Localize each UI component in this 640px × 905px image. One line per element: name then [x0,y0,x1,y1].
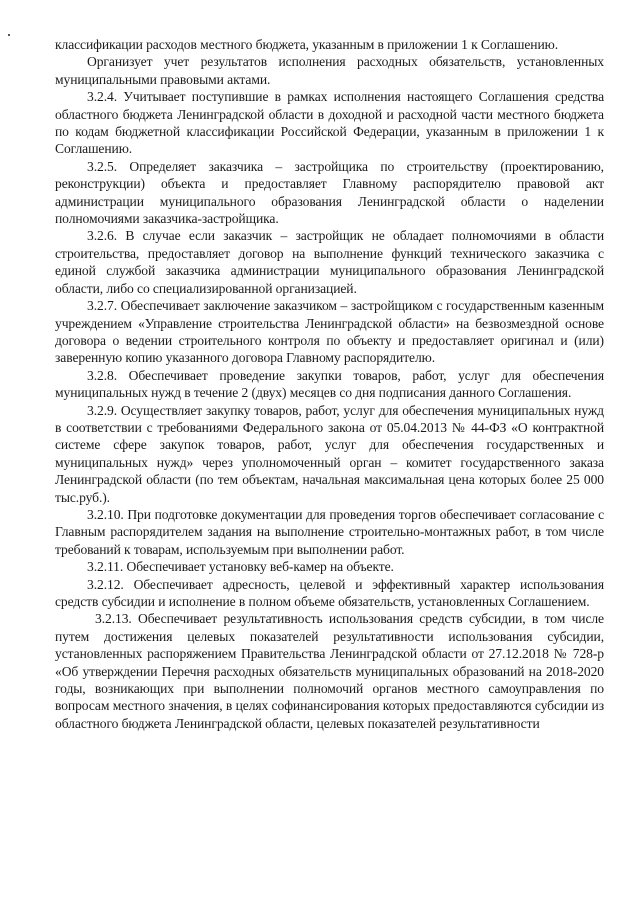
paragraph-3-2-11: 3.2.11. Обеспечивает установку веб-камер на объекте. [87,559,394,575]
scan-speck [8,34,10,36]
document-page [55,36,604,732]
paragraph-3-2-9: 3.2.9. Осуществляет закупку товаров, работ, услуг для обеспечения муниципальных нужд в соответствии с требованиями Федерального закона от 05.04.2013 № 44-ФЗ «О контрактной системе сфере закупок товаров, работ, услуг для обеспечения государственных и муниципальных нужд» через уполномоченный орган – комитет государственного заказа Ленинградской области (по тем объектам, начальная максимальная цена которых более 25 000 тыс.руб.). [55,402,604,505]
paragraph-continuation: классификации расходов местного бюджета, указанным в приложении 1 к Соглашению. [55,37,558,52]
paragraph-3-2-10: 3.2.10. При подготовке документации для проведения торгов обеспечивает согласование с Главным распорядителем задания на выполнение строительно-монтажных работ, в том числе требований к товарам, используемым при выполнении работ. [55,506,604,557]
paragraph-3-2-12: 3.2.12. Обеспечивает адресность, целевой и эффективный характер использования средств субсидии и исполнение в полном объеме обязательств, установленных Соглашением. [55,576,604,609]
paragraph-3-2-5: 3.2.5. Определяет заказчика – застройщика по строительству (проектированию, реконструкции) объекта и предоставляет Главному распорядителю правовой акт администрации муниципального образования Ленинградской области о наделении полномочиями заказчика-застройщика. [55,158,604,227]
paragraph-3-2-7: 3.2.7. Обеспечивает заключение заказчиком – застройщиком с государственным казенным учреждением «Управление строительства Ленинградской области» на безвозмездной основе договора о ведении строительного контроля по объекту и предоставляет оригинал и (или) заверенную копию указанного договора Главному распорядителю. [55,298,604,366]
paragraph-3-2-13: 3.2.13. Обеспечивает результативность использования средств субсидии, в том числе путем достижения целевых показателей результативности использования субсидии, установленных распоряжением Правительства Ленинградской области от 27.12.2018 № 728-р «Об утверждении Перечня расходных обязательств муниципальных образований на 2018-2020 годы, возникающих при выполнении полномочий органов местного самоуправления по вопросам местного значения, в целях софинансирования которых предоставляются субсидии из областного бюджета Ленинградской области, целевых показателей результативности [55,611,604,731]
paragraph-3-2-4: 3.2.4. Учитывает поступившие в рамках исполнения настоящего Соглашения средства областного бюджета Ленинградской области в доходной и расходной части местного бюджета по кодам бюджетной классификации Российской Федерации, указанным в приложении 1 к Соглашению. [55,89,604,157]
paragraph-3-2-8: 3.2.8. Обеспечивает проведение закупки товаров, работ, услуг для обеспечения муниципальных нужд в течение 2 (двух) месяцев со дня подписания данного Соглашения. [55,367,604,401]
paragraph-3-2-6: 3.2.6. В случае если заказчик – застройщик не обладает полномочиями в области строительства, предоставляет договор на выполнение функций технического заказчика с единой службой заказчика администрации муниципального образования Ленинградской области, либо со специализированной организацией. [55,228,604,296]
paragraph-accounting: Организует учет результатов исполнения расходных обязательств, установленных муниципальными правовыми актами. [55,54,604,87]
